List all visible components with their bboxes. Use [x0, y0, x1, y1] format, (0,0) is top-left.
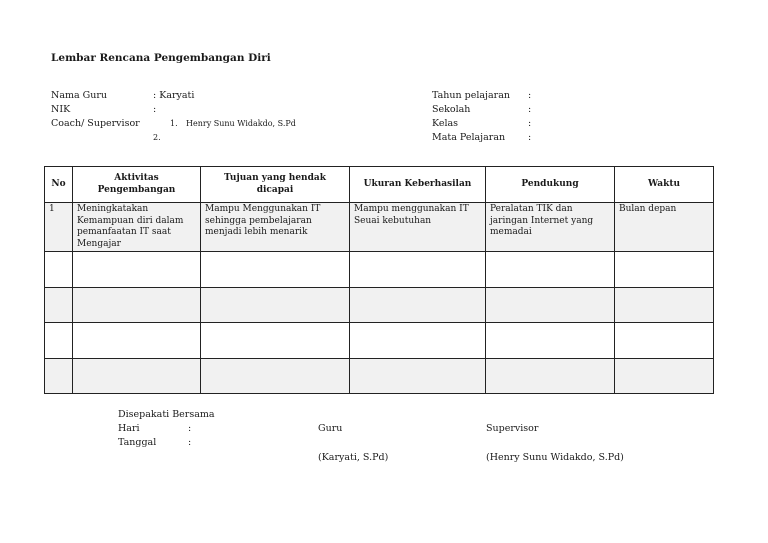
cell-ukuran: Mampu menggunakan IT Seuai kebutuhan	[350, 203, 486, 252]
guru-signature-label: Guru	[318, 423, 343, 434]
cell-waktu: Bulan depan	[615, 203, 714, 252]
header-aktivitas: Aktivitas Pengembangan	[73, 167, 201, 203]
development-plan-table	[44, 166, 714, 394]
cell-tujuan: Mampu Menggunakan IT sehingga pembelajaran menjadi lebih menarik	[201, 203, 350, 252]
coach-label: Coach/ Supervisor	[51, 118, 140, 129]
cell-pendukung	[486, 358, 615, 394]
cell-aktivitas	[73, 323, 201, 359]
mata-pelajaran-colon: :	[528, 132, 532, 143]
tanggal-colon: :	[188, 437, 192, 448]
supervisor-signature-name: (Henry Sunu Widakdo, S.Pd)	[486, 452, 624, 463]
mata-pelajaran-label: Mata Pelajaran	[432, 132, 506, 143]
cell-aktivitas	[73, 358, 201, 394]
table-header-row	[45, 167, 714, 203]
cell-aktivitas	[73, 287, 201, 323]
table-row	[45, 323, 714, 359]
hari-label: Hari	[118, 423, 140, 434]
cell-pendukung: Peralatan TIK dan jaringan Internet yang memadai	[486, 203, 615, 252]
cell-ukuran	[350, 358, 486, 394]
header-waktu: Waktu	[615, 167, 714, 203]
nik-label: NIK	[51, 104, 71, 115]
nik-value: :	[153, 104, 157, 115]
nama-guru-value: : Karyati	[153, 90, 195, 101]
cell-no	[45, 252, 73, 288]
sekolah-label: Sekolah	[432, 104, 471, 115]
cell-pendukung	[486, 252, 615, 288]
cell-aktivitas	[73, 252, 201, 288]
cell-tujuan	[201, 287, 350, 323]
header-ukuran: Ukuran Keberhasilan	[350, 167, 486, 203]
cell-ukuran	[350, 323, 486, 359]
table-row	[45, 252, 714, 288]
cell-ukuran	[350, 252, 486, 288]
cell-tujuan	[201, 252, 350, 288]
tanggal-label: Tanggal	[118, 437, 157, 448]
tahun-pelajaran-label: Tahun pelajaran	[432, 90, 510, 101]
table-row	[45, 287, 714, 323]
cell-no	[45, 358, 73, 394]
header-pendukung: Pendukung	[486, 167, 615, 203]
sekolah-colon: :	[528, 104, 532, 115]
hari-colon: :	[188, 423, 192, 434]
cell-no: 1	[45, 203, 73, 252]
kelas-label: Kelas	[432, 118, 459, 129]
cell-pendukung	[486, 287, 615, 323]
cell-waktu	[615, 287, 714, 323]
cell-tujuan	[201, 323, 350, 359]
coach-2-number: 2.	[153, 133, 161, 142]
table-row	[45, 203, 714, 252]
cell-tujuan	[201, 358, 350, 394]
coach-1-number: 1.	[170, 119, 178, 128]
header-no: No	[45, 167, 73, 203]
cell-no	[45, 323, 73, 359]
kelas-colon: :	[528, 118, 532, 129]
cell-pendukung	[486, 323, 615, 359]
header-tujuan: Tujuan yang hendak dicapai	[201, 167, 350, 203]
coach-1-name: Henry Sunu Widakdo, S.Pd	[186, 119, 296, 128]
cell-ukuran	[350, 287, 486, 323]
cell-waktu	[615, 358, 714, 394]
cell-waktu	[615, 252, 714, 288]
document-title: Lembar Rencana Pengembangan Diri	[51, 52, 271, 64]
supervisor-signature-label: Supervisor	[486, 423, 539, 434]
table-row	[45, 358, 714, 394]
cell-aktivitas: Meningkatakan Kemampuan diri dalam pemanfaatan IT saat Mengajar	[73, 203, 201, 252]
agreement-heading: Disepakati Bersama	[118, 409, 215, 420]
cell-waktu	[615, 323, 714, 359]
tahun-pelajaran-colon: :	[528, 90, 532, 101]
nama-guru-label: Nama Guru	[51, 90, 108, 101]
guru-signature-name: (Karyati, S.Pd)	[318, 452, 389, 463]
cell-no	[45, 287, 73, 323]
